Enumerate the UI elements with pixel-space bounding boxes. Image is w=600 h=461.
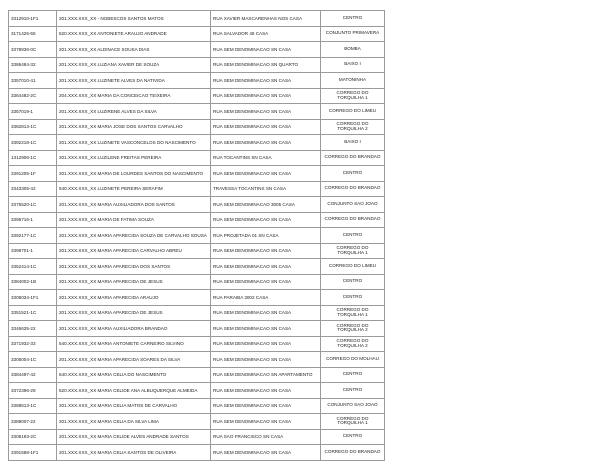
cell-id: 3384497-42 (9, 367, 57, 383)
cell-address: TRAVESSA TOCANTINS SN CASA (211, 181, 321, 197)
cell-name: 204.XXX.XXX_XX MARIA DA CONCEICAO TEIXEIRA (57, 88, 211, 104)
table-body (9, 11, 385, 461)
cell-address: RUA SEM DENOMINACAO SN CASA (211, 305, 321, 321)
cell-address: RUA SEM DENOMINACAO SN CASA (211, 104, 321, 120)
table-row (9, 321, 385, 337)
table-row (9, 290, 385, 306)
cell-address: RUA SEM DENOMINACAO SN CASA (211, 135, 321, 151)
table-row (9, 305, 385, 321)
cell-bairro: CENTRO (321, 11, 385, 27)
cell-address: RUA SALVADOR 46 CASA (211, 26, 321, 42)
table-row (9, 243, 385, 259)
cell-id: 3305034-1F1 (9, 290, 57, 306)
beneficiary-table (8, 10, 385, 461)
cell-address: RUA TOCANTINS SN CASA (211, 150, 321, 166)
cell-address: RUA SEM DENOMINACAO SN CASA (211, 398, 321, 414)
cell-bairro: CORREGO DO LIMEU (321, 259, 385, 275)
cell-bairro: BAIXO I (321, 57, 385, 73)
cell-address: RUA XAVIER MASCARENHAS NOS CASA (211, 11, 321, 27)
cell-id: 3398701-1 (9, 243, 57, 259)
cell-address: RUA SAO FRANCISCO SN CASA (211, 429, 321, 445)
table-row (9, 352, 385, 368)
cell-id: 3391205-1F (9, 166, 57, 182)
cell-bairro: CORREGO DO LIMEU (321, 104, 385, 120)
cell-bairro: CONJUNTO SAO JOAO (321, 197, 385, 213)
cell-id: 3346635-22 (9, 321, 57, 337)
cell-name: 201.XXX.XXX_XX MARIA APARECIDA DOS SANTOS (57, 259, 211, 275)
cell-name: 201.XXX.XXX_XX MARIA CELIA SANTOS DE OLIVEIRA (57, 445, 211, 461)
table-row (9, 197, 385, 213)
cell-id: 3357010-41 (9, 73, 57, 89)
cell-name: 520.XXX.XXX_XX MARIA CELIDE ANA ALBUQUERQUE ALMEIDA (57, 383, 211, 399)
table-row (9, 57, 385, 73)
cell-address: RUA SEM DENOMINACAO SN CASA (211, 414, 321, 430)
cell-bairro: CORREGO DO TORQUILHA 1 (321, 243, 385, 259)
cell-name: 201.XXX.XXX_XX MARIA APARECIDA DE JESUS (57, 274, 211, 290)
cell-name: 201.XXX.XXX_XX MARIA CELIA DA SILVA LIMA (57, 414, 211, 430)
cell-bairro: CORREGO DO TORQUILHA 1 (321, 414, 385, 430)
cell-bairro: CENTRO (321, 228, 385, 244)
cell-bairro: CORREGO DO BRANDAO (321, 445, 385, 461)
table-row (9, 119, 385, 135)
table-row (9, 42, 385, 58)
cell-name: 520.XXX.XXX_XX ANTONIETE ARAUJO ANDRADE (57, 26, 211, 42)
cell-name: 540.XXX.XXX_XX LUZINETE PEREIRA SERAFIM (57, 181, 211, 197)
table-row (9, 228, 385, 244)
cell-id: 3312910-1F1 (9, 11, 57, 27)
table-row (9, 150, 385, 166)
cell-name: 201.XXX.XXX_XX MARIA DE FATIMA SOUZA (57, 212, 211, 228)
table-row (9, 336, 385, 352)
cell-name: 201.XXX.XXX_XX - NOBESCOS SANTOS MATOS (57, 11, 211, 27)
table-row (9, 383, 385, 399)
cell-name: 540.XXX.XXX_XX MARIA ANTONIETE CARNEIRO SILVINO (57, 336, 211, 352)
cell-bairro: CORREGO DO BRANDAO (321, 181, 385, 197)
cell-id: 3375520-1C (9, 197, 57, 213)
cell-id: 3384002-1B (9, 274, 57, 290)
cell-bairro: CENTRO (321, 290, 385, 306)
cell-address: RUA SEM DENOMINACAO 3005 CASA (211, 197, 321, 213)
cell-address: RUA SEM DENOMINACAO SN CASA (211, 274, 321, 290)
table-row (9, 11, 385, 27)
table-row (9, 274, 385, 290)
cell-bairro: CORREGO DO TORQUILHA 2 (321, 336, 385, 352)
cell-bairro: CENTRO (321, 166, 385, 182)
cell-bairro: CENTRO (321, 383, 385, 399)
cell-id: 3378936-0C (9, 42, 57, 58)
cell-name: 201.XXX.XXX_XX LUZINETE VASCONCELOS DO NASCIMENTO (57, 135, 211, 151)
cell-name: 201.XXX.XXX_XX MARIA JOSE DOS SANTOS CARVALHO (57, 119, 211, 135)
cell-address: RUA SEM DENOMINACAO SN CASA (211, 166, 321, 182)
cell-name: 201.XXX.XXX_XX MARIA APARECIDA SOUZA DE CARVALHO SOUSA (57, 228, 211, 244)
cell-address: RUA SEM DENOMINACAO SN CASA (211, 259, 321, 275)
cell-bairro: BAIXO I (321, 135, 385, 151)
table-row (9, 429, 385, 445)
cell-id: 1312906-1C (9, 150, 57, 166)
cell-name: 201.XXX.XXX_XX ALDINACE SOUSA DIAS (57, 42, 211, 58)
cell-id: 3351521-1C (9, 305, 57, 321)
cell-id: 3305004-1C (9, 352, 57, 368)
cell-name: 201.XXX.XXX_XX MARIA AUXILIADORA BRANDAO (57, 321, 211, 337)
cell-bairro: BOMBA (321, 42, 385, 58)
cell-address: RUA SEM DENOMINACAO SN CASA (211, 212, 321, 228)
cell-address: RUA SEM DENOMINACAO SN CASA (211, 243, 321, 259)
cell-id: 3389007-22 (9, 414, 57, 430)
cell-bairro: MATONINHA (321, 73, 385, 89)
cell-name: 201.XXX.XXX_XX MARIA APARECIDA DE JESUS (57, 305, 211, 321)
cell-address: RUA PROJETADA 01 SN CASA (211, 228, 321, 244)
table-row (9, 26, 385, 42)
cell-address: RUA SEM DENOMINACAO SN CASA (211, 73, 321, 89)
cell-address: RUA SEM DENOMINACAO SN CASA (211, 119, 321, 135)
table-row (9, 259, 385, 275)
cell-name: 201.XXX.XXX_XX LUZILENE FREITAS PEREIRA (57, 150, 211, 166)
cell-name: 201.XXX.XXX_XX MARIA DE LOURDES SANTOS DO NASCIMENTO (57, 166, 211, 182)
cell-address: RUA SEM DENOMINACAO SN CASA (211, 321, 321, 337)
cell-id: 3364482-2C (9, 88, 57, 104)
cell-address: RUA SEM DENOMINACAO SN CASA (211, 88, 321, 104)
table-row (9, 135, 385, 151)
cell-id: 3343305-42 (9, 181, 57, 197)
cell-address: RUA SEM DENOMINACAO SN CASA (211, 42, 321, 58)
cell-id: 3372396-29 (9, 383, 57, 399)
cell-bairro: CORREGO DO BRANDAO (321, 212, 385, 228)
spreadsheet-page (8, 10, 592, 455)
table-row (9, 88, 385, 104)
cell-bairro: CORREGO DO TORQUILHA 2 (321, 119, 385, 135)
cell-name: 201.XXX.XXX_XX MARIA CELIDE ALVES ANDRADE SANTOS (57, 429, 211, 445)
cell-name: 201.XXX.XXX_XX LUZINETE ALVES DA NATIVIDA (57, 73, 211, 89)
cell-id: 3171425-55 (9, 26, 57, 42)
cell-id: 3308193-2C (9, 429, 57, 445)
cell-id: 3392177-1C (9, 228, 57, 244)
cell-id: 3352414-1C (9, 259, 57, 275)
cell-bairro: CENTRO (321, 429, 385, 445)
cell-bairro: CONJUNTO PRIMAVERA (321, 26, 385, 42)
cell-id: 3386484-32 (9, 57, 57, 73)
table-row (9, 73, 385, 89)
cell-address: RUA PARAIBA 3002 CASA (211, 290, 321, 306)
cell-id: 3391588-1F1 (9, 445, 57, 461)
cell-name: 201.XXX.XXX_XX LUZIRENE ALVES DA SILVA (57, 104, 211, 120)
cell-id: 3395716-1 (9, 212, 57, 228)
table-row (9, 398, 385, 414)
cell-name: 201.XXX.XXX_XX MARIA APARECIDA CARVALHO ABREU (57, 243, 211, 259)
cell-address: RUA SEM DENOMINACAO SN QUARTO (211, 57, 321, 73)
cell-bairro: CORREGO DO MOLHAU (321, 352, 385, 368)
cell-bairro: CONJUNTO SAO JOAO (321, 398, 385, 414)
table-row (9, 212, 385, 228)
table-row (9, 104, 385, 120)
cell-bairro: CORREGO DO TORQUILHA 1 (321, 305, 385, 321)
cell-id: 3392218-1C (9, 135, 57, 151)
cell-name: 201.XXX.XXX_XX MARIA CELIA MATOS DE CARVALHO (57, 398, 211, 414)
cell-id: 3371932-33 (9, 336, 57, 352)
cell-name: 540.XXX.XXX_XX MARIA CELIA DO NASCIMENTO (57, 367, 211, 383)
cell-address: RUA SEM DENOMINACAO SN APARTAMENTO (211, 367, 321, 383)
cell-bairro: CORREGO DO TORQUILHA 1 (321, 88, 385, 104)
table-row (9, 367, 385, 383)
table-row (9, 414, 385, 430)
cell-address: RUA SEM DENOMINACAO SN CASA (211, 445, 321, 461)
cell-name: 201.XXX.XXX_XX MARIA APARECIDA SOARES DA SILVA (57, 352, 211, 368)
cell-address: RUA SEM DENOMINACAO SN CASA (211, 352, 321, 368)
cell-name: 201.XXX.XXX_XX LUZIANA XAVIER DE SOUZA (57, 57, 211, 73)
cell-name: 201.XXX.XXX_XX MARIA APARECIDA ARAUJO (57, 290, 211, 306)
cell-name: 201.XXX.XXX_XX MARIA AUXILIADORA DOS SANTOS (57, 197, 211, 213)
cell-id: 3357019-1 (9, 104, 57, 120)
table-row (9, 181, 385, 197)
cell-bairro: CENTRO (321, 367, 385, 383)
cell-bairro: CENTRO (321, 274, 385, 290)
cell-address: RUA SEM DENOMINACAO SN CASA (211, 336, 321, 352)
table-row (9, 166, 385, 182)
cell-id: 3382813-1C (9, 119, 57, 135)
cell-bairro: CORREGO DO BRANDAO (321, 150, 385, 166)
table-row (9, 445, 385, 461)
cell-address: RUA SEM DENOMINACAO SN CASA (211, 383, 321, 399)
cell-id: 3388513-1C (9, 398, 57, 414)
cell-bairro: CORREGO DO TORQUILHA 2 (321, 321, 385, 337)
